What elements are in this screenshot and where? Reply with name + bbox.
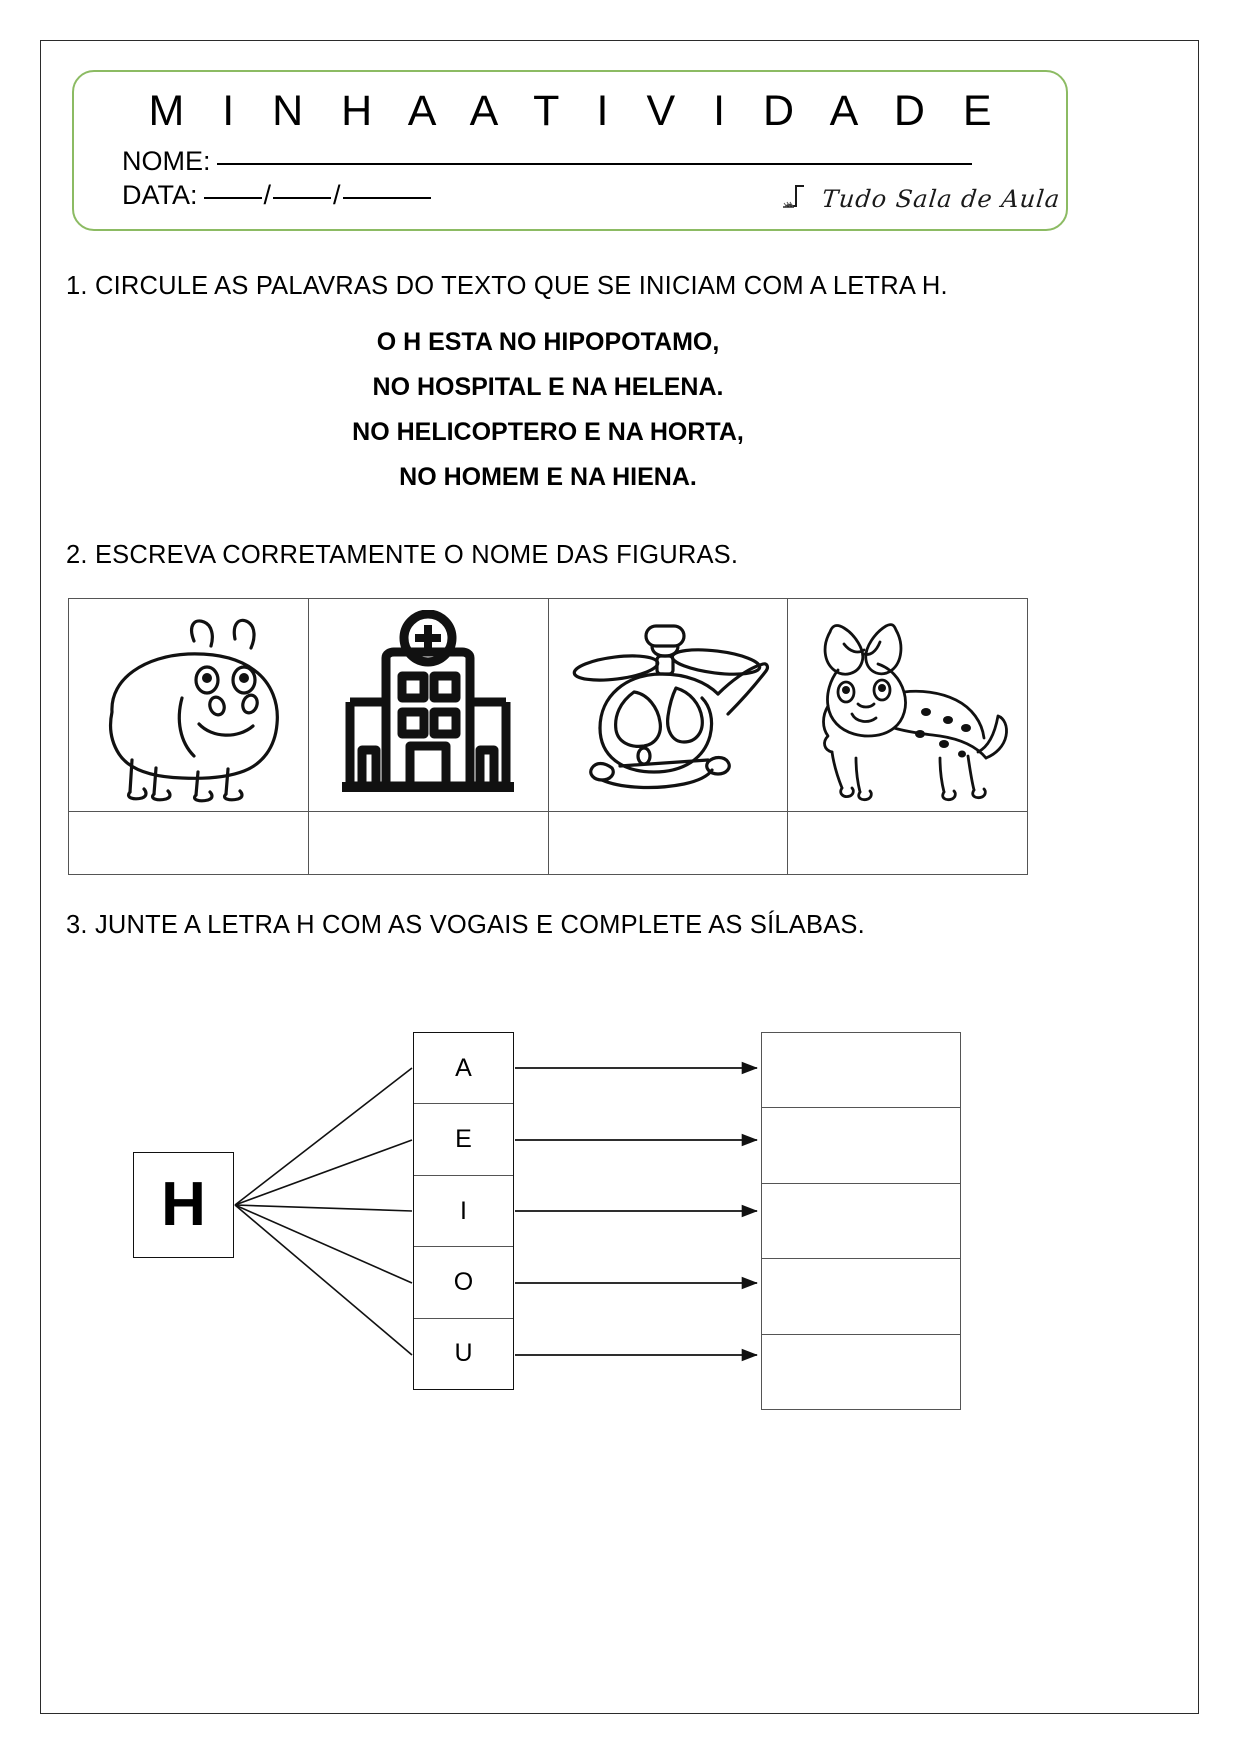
name-field-row — [122, 146, 972, 177]
picture-cell-helicopter — [548, 599, 788, 812]
book-icon — [782, 181, 816, 216]
syllable-answer-column — [761, 1032, 961, 1410]
picture-cell-hippo — [69, 599, 309, 812]
answer-cell-hippo[interactable] — [69, 812, 309, 875]
hippo-icon — [69, 608, 308, 803]
vowel-cell-u: U — [454, 1339, 473, 1368]
picture-cell-hospital — [308, 599, 548, 812]
answer-cell-hospital[interactable] — [308, 812, 548, 875]
date-month-input[interactable] — [273, 196, 331, 199]
brand-name: Tudo Sala de Aula — [820, 184, 1062, 213]
poem-line: NO HOMEM E NA HIENA. — [399, 463, 697, 491]
date-day-input[interactable] — [204, 196, 262, 199]
syllable-answer-ha[interactable] — [762, 1033, 960, 1108]
hyena-icon — [788, 608, 1027, 803]
syllable-answer-hu[interactable] — [762, 1335, 960, 1409]
picture-cell-hyena — [788, 599, 1028, 812]
vowel-cell-o: O — [414, 1247, 513, 1318]
poem-line: NO HOSPITAL E NA HELENA. — [372, 373, 724, 401]
syllable-diagram — [0, 990, 1241, 1430]
question-2-heading: 2. ESCREVA CORRETAMENTE O NOME DAS FIGURAS. — [66, 541, 739, 569]
answer-cell-helicopter[interactable] — [548, 812, 788, 875]
date-separator-1: / — [263, 180, 272, 210]
picture-table — [68, 598, 1028, 875]
poem-line: O H ESTA NO HIPOPOTAMO, — [376, 328, 720, 356]
vowel-cell-i: I — [414, 1176, 513, 1247]
picture-row — [69, 599, 1028, 812]
question-3-heading: 3. JUNTE A LETRA H COM AS VOGAIS E COMPLETE AS SÍLABAS. — [66, 911, 865, 939]
poem-block — [68, 330, 1028, 510]
name-label: NOME: — [122, 146, 211, 176]
answer-cell-hyena[interactable] — [788, 812, 1028, 875]
vowel-cell-a: A — [414, 1033, 513, 1104]
answer-row — [69, 812, 1028, 875]
consonant-box-h: H — [133, 1152, 234, 1258]
poem-line: NO HELICOPTERO E NA HORTA, — [352, 418, 744, 446]
name-input-line[interactable] — [217, 162, 972, 165]
question-1-heading: 1. CIRCULE AS PALAVRAS DO TEXTO QUE SE INICIAM COM A LETRA H. — [66, 272, 948, 300]
date-separator-2: / — [333, 180, 341, 210]
syllable-answer-he[interactable] — [762, 1108, 960, 1183]
page-title: M I N H A A T I V I D A D E — [148, 87, 1005, 135]
vowel-column — [413, 1032, 514, 1390]
vowel-cell-e: E — [414, 1104, 513, 1175]
date-label: DATA: — [122, 180, 198, 210]
syllable-answer-hi[interactable] — [762, 1184, 960, 1259]
helicopter-icon — [549, 610, 788, 800]
brand-logo — [782, 181, 1060, 216]
date-field-row — [122, 180, 431, 211]
date-year-input[interactable] — [343, 196, 431, 199]
syllable-answer-ho[interactable] — [762, 1259, 960, 1334]
hospital-icon — [309, 610, 548, 800]
